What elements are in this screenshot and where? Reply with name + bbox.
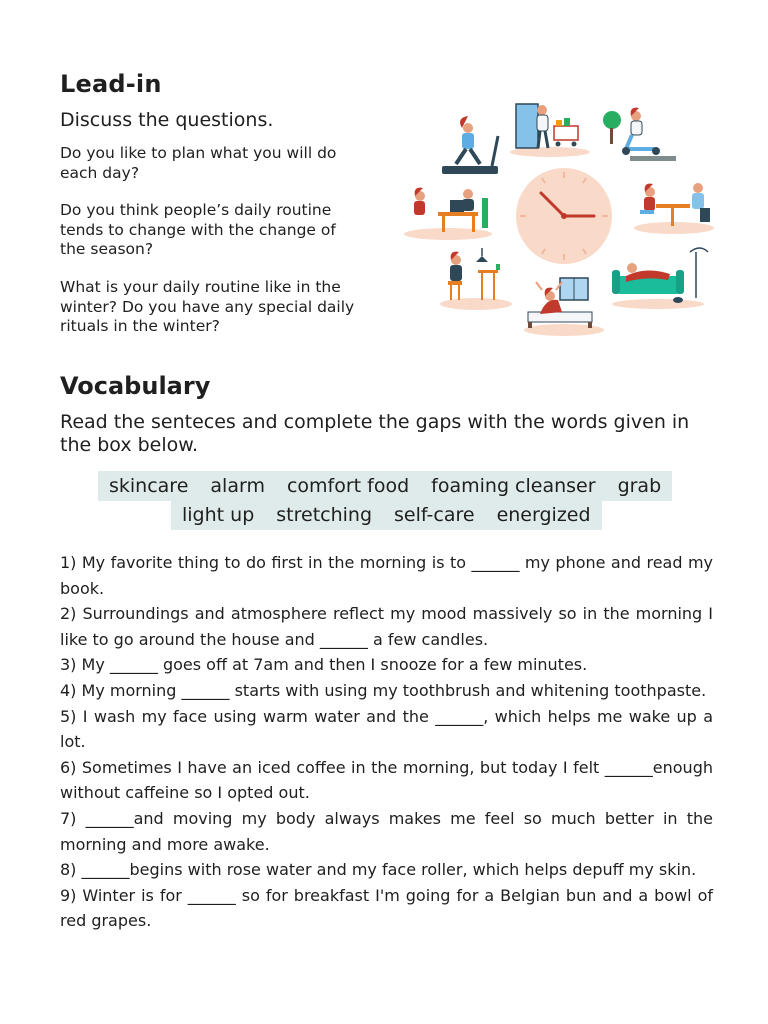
work-desk-scene-icon xyxy=(404,188,492,240)
scooter-scene-icon xyxy=(603,108,676,161)
gap-fill-sentence: 1) My favorite thing to do first in the morning is to ______ my phone and read my book. xyxy=(60,553,713,598)
gap-fill-sentence: 3) My ______ goes off at 7am and then I snooze for a few minutes. xyxy=(60,655,588,675)
word-box-item: stretching xyxy=(276,504,373,526)
question-3: What is your daily routine like in the winter? Do you have any special daily rituals in the winter? xyxy=(60,278,355,335)
gap-fill-sentence: 9) Winter is for ______ so for breakfast I'm going for a Belgian bun and a bowl of red grapes. xyxy=(60,885,713,931)
gap-fill-sentence: 8) ______begins with rose water and my face roller, which helps depuff my skin. xyxy=(60,860,697,880)
wake-up-bed-scene-icon xyxy=(524,278,604,336)
vocabulary-instruction: Read the senteces and complete the gaps with the words given in the box below. xyxy=(60,411,690,456)
word-box-item: alarm xyxy=(210,475,265,497)
gap-fill-sentence: 5) I wash my face using warm water and the ______, which helps me wake up a lot. xyxy=(60,706,713,752)
sofa-relax-scene-icon xyxy=(612,248,708,309)
gap-fill-sentence: 7) ______and moving my body always makes me feel so much better in the morning and more awake. xyxy=(60,808,713,854)
lead-in-subheading: Discuss the questions. xyxy=(60,109,274,131)
question-1: Do you like to plan what you will do each day? xyxy=(60,144,337,182)
gap-fill-sentence-list xyxy=(60,550,713,934)
word-box-item: grab xyxy=(617,475,662,497)
word-box-row-1 xyxy=(98,471,672,501)
clock-icon xyxy=(516,168,612,264)
gap-fill-sentence: 2) Surroundings and atmosphere reflect my mood massively so in the morning I like to go around the house and ______ a few candles. xyxy=(60,604,713,649)
word-box-item: light up xyxy=(182,504,255,526)
word-box-item: comfort food xyxy=(286,475,410,497)
word-box-item: foaming cleanser xyxy=(431,475,596,497)
dining-scene-icon xyxy=(634,183,714,234)
kitchen-scene-icon xyxy=(440,248,512,310)
daily-routine-illustration xyxy=(400,100,720,340)
gap-fill-sentence: 6) Sometimes I have an iced coffee in the morning, but today I felt ______enough without caffeine so I opted out. xyxy=(60,757,713,803)
word-box-item: self-care xyxy=(394,504,475,526)
question-2: Do you think people’s daily routine tends to change with the change of the season? xyxy=(60,201,336,258)
word-box-row-2 xyxy=(171,500,602,530)
lead-in-heading: Lead-in xyxy=(60,70,162,98)
vocabulary-heading: Vocabulary xyxy=(60,372,211,400)
gap-fill-sentence: 4) My morning ______ starts with using my toothbrush and whitening toothpaste. xyxy=(60,680,707,700)
word-box-item: energized xyxy=(496,504,591,526)
shopping-scene-icon xyxy=(510,104,590,157)
word-box-item: skincare xyxy=(109,475,189,497)
treadmill-scene-icon xyxy=(442,116,498,174)
